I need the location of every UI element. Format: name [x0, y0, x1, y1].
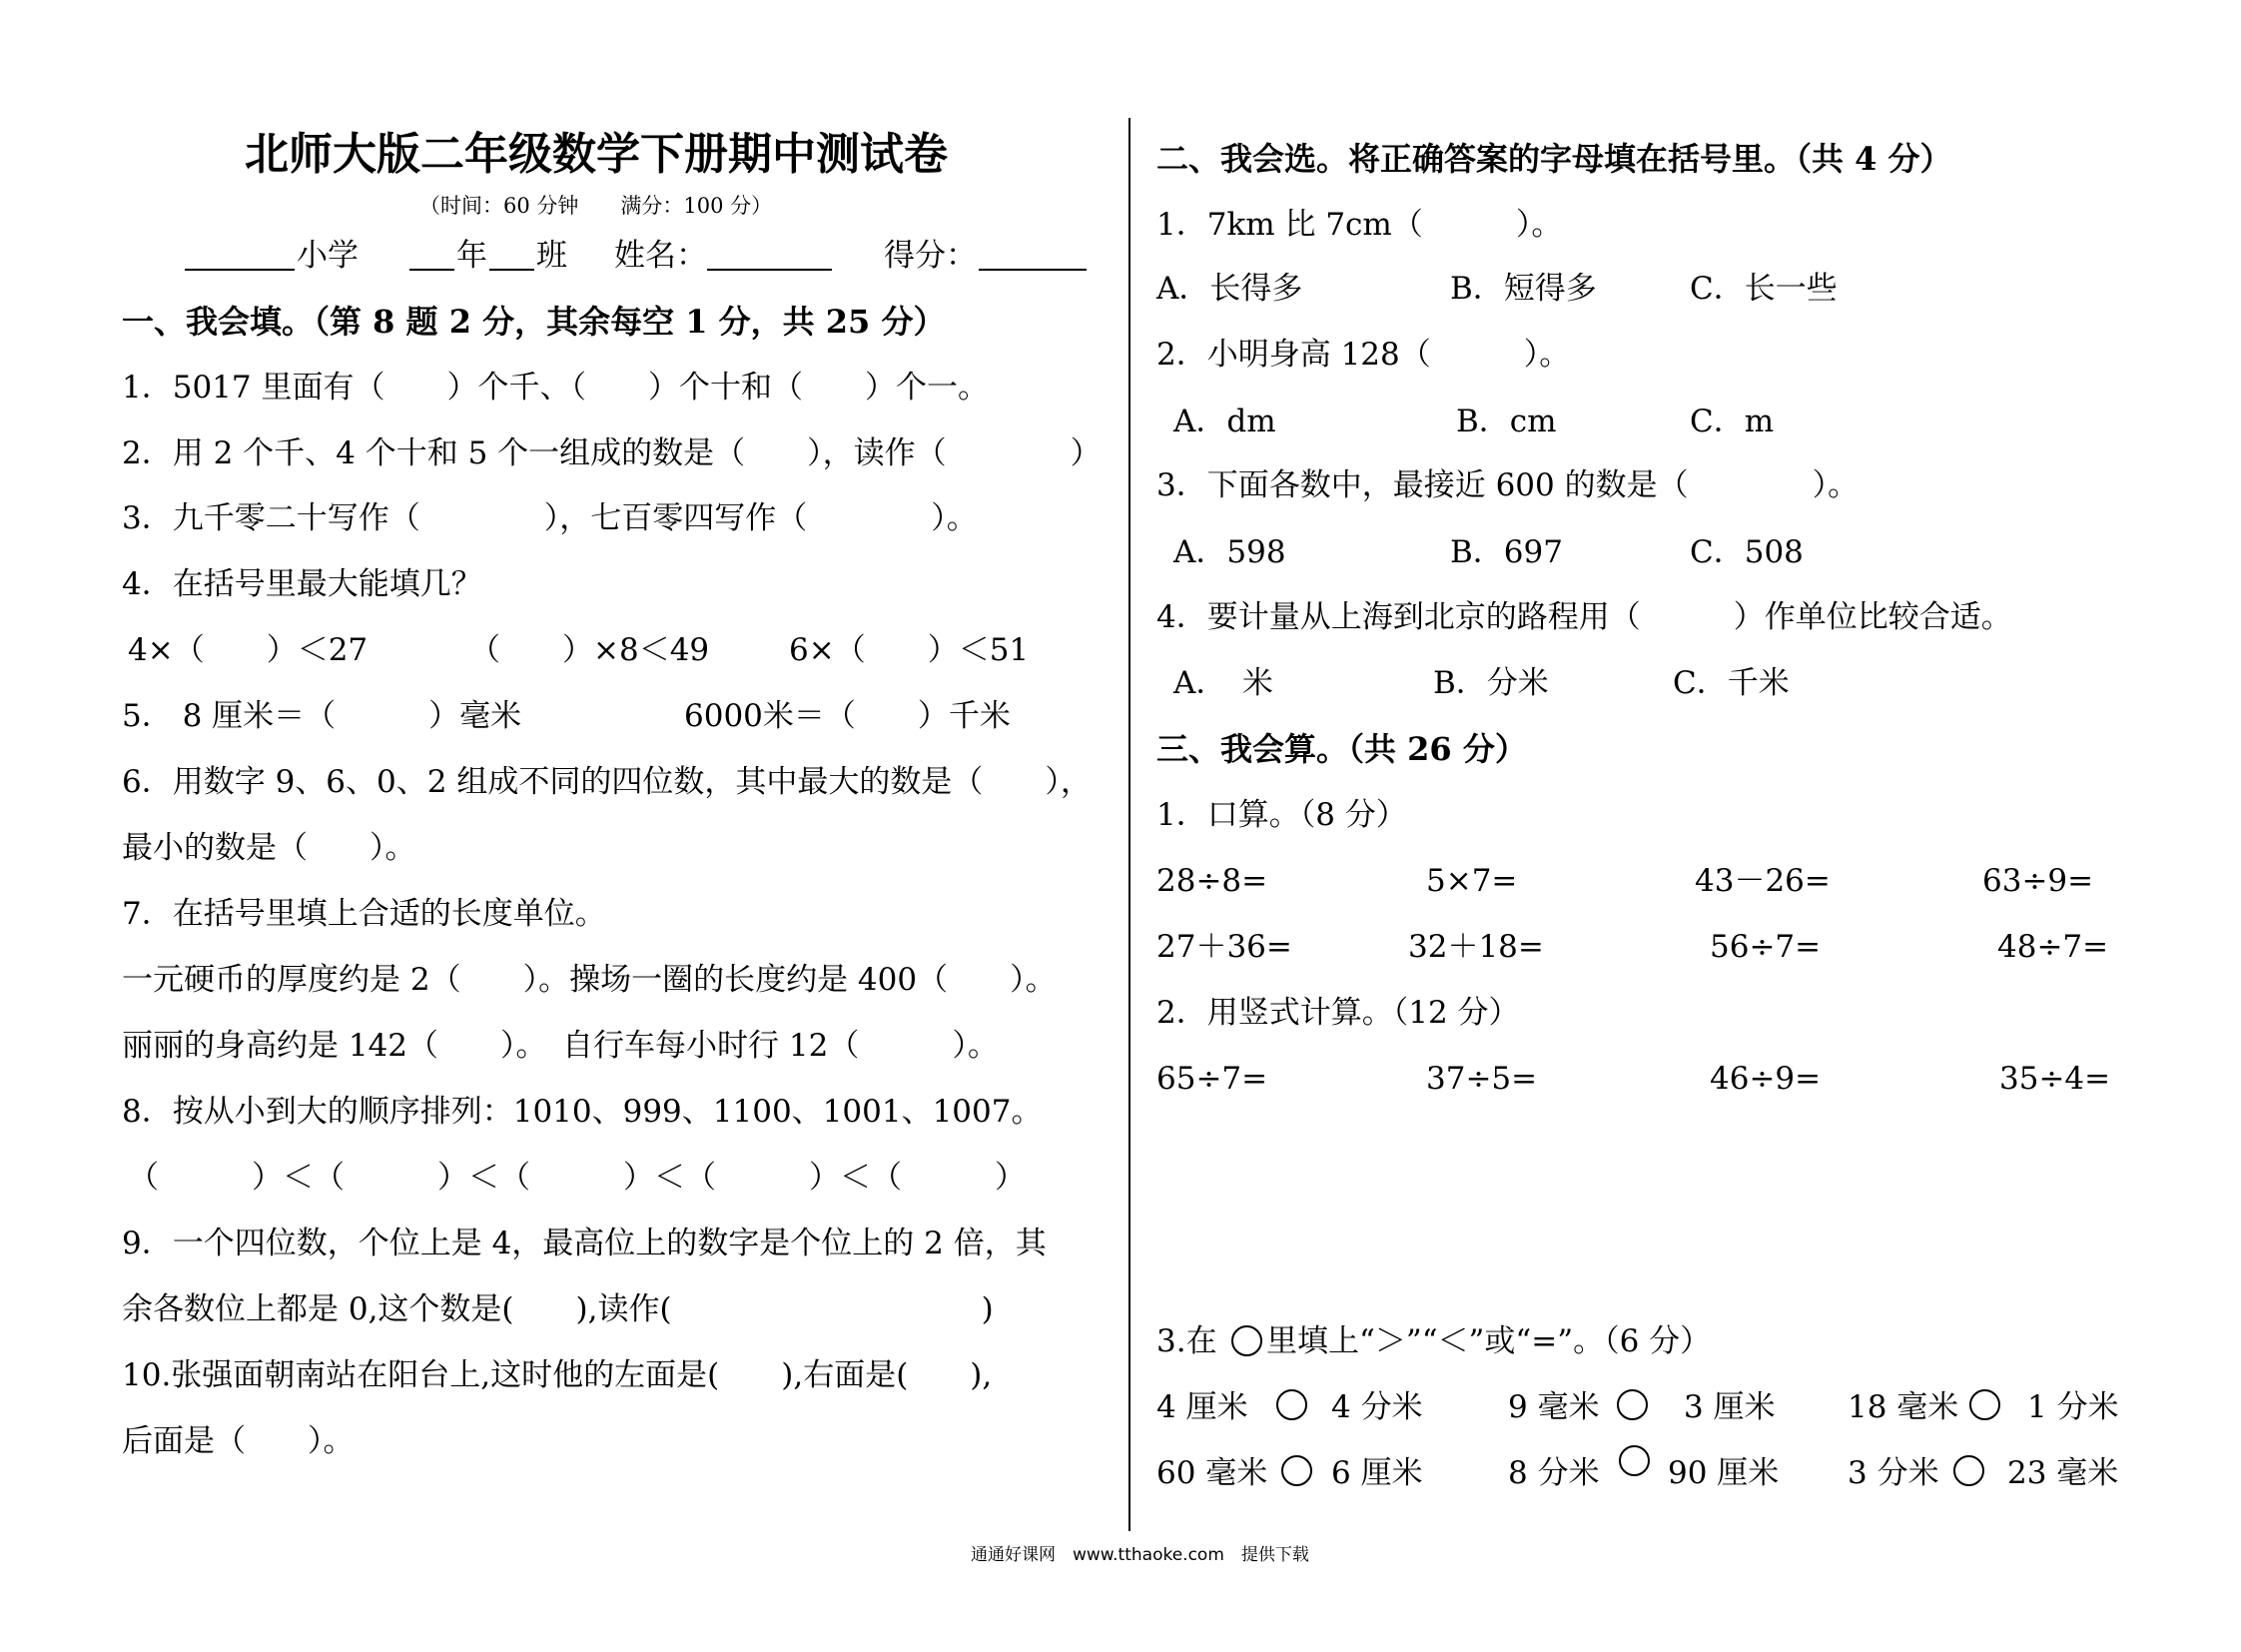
s3-part1-title: 1．口算。（8 分）: [1156, 797, 1407, 833]
compare-3-right: 1 分米: [2027, 1389, 2119, 1425]
compare-1-circle[interactable]: [1276, 1389, 1307, 1420]
oral-calc-2: 5×7=: [1426, 863, 1518, 899]
vertical-calc-4: 35÷4=: [1999, 1061, 2111, 1097]
section3-heading: 三、我会算。（共 26 分）: [1156, 730, 1527, 768]
compare-2-right: 3 厘米: [1684, 1389, 1776, 1425]
q6-line-cont: 最小的数是（ ）。: [122, 830, 416, 866]
q5-item-a: 5． 8 厘米＝（ ）毫米: [122, 698, 522, 734]
compare-6-right: 23 毫米: [2007, 1455, 2119, 1491]
oral-calc-1: 28÷8=: [1156, 863, 1268, 899]
q9-line: 9．一个四位数，个位上是 4，最高位上的数字是个位上的 2 倍，其: [122, 1226, 1047, 1261]
oral-calc-8: 48÷7=: [1997, 929, 2109, 965]
oral-calc-3: 43－26=: [1695, 863, 1831, 899]
s2-q4-option-b: B．分米: [1433, 665, 1549, 701]
q3-line: 3．九千零二十写作（ ），七百零四写作（ ）。: [122, 500, 978, 536]
sample-circle-icon: [1231, 1325, 1262, 1356]
class-label: 班: [536, 238, 567, 274]
q6-line: 6．用数字 9、6、0、2 组成不同的四位数，其中最大的数是（ ），: [122, 764, 1092, 800]
q4-item-b: （ ）×8＜49: [469, 632, 710, 668]
s3-part3-prefix: 3.在: [1156, 1323, 1217, 1359]
q7-line: 7．在括号里填上合适的长度单位。: [122, 896, 606, 932]
q8-line: 8．按从小到大的顺序排列：1010、999、1100、1001、1007。: [122, 1094, 1043, 1130]
s3-part2-title: 2．用竖式计算。（12 分）: [1156, 995, 1520, 1031]
q4-item-a: 4×（ ）＜27: [128, 632, 369, 668]
q8-order-line: （ ）＜（ ）＜（ ）＜（ ）＜（ ）: [128, 1160, 1026, 1196]
q7-line-a: 一元硬币的厚度约是 2（ ）。操场一圈的长度约是 400（ ）。: [122, 962, 1057, 998]
score-blank[interactable]: [979, 269, 1087, 271]
class-blank[interactable]: [489, 269, 534, 271]
oral-calc-6: 32＋18=: [1408, 929, 1544, 965]
compare-2-circle[interactable]: [1617, 1389, 1648, 1420]
compare-5-left: 8 分米: [1508, 1455, 1600, 1491]
s2-q3-option-c: C．508: [1690, 534, 1804, 570]
score-label: 得分：: [884, 238, 977, 274]
s2-q2-option-a: A．dm: [1173, 404, 1276, 439]
s2-q4-option-a: A． 米: [1173, 665, 1273, 701]
s2-q3-option-a: A．598: [1173, 534, 1286, 570]
vertical-calc-1: 65÷7=: [1156, 1061, 1268, 1097]
grade-blank[interactable]: [409, 269, 454, 271]
oral-calc-5: 27＋36=: [1156, 929, 1292, 965]
s2-q3-option-b: B．697: [1450, 534, 1563, 570]
school-label: 小学: [297, 238, 359, 274]
compare-1-right: 4 分米: [1331, 1389, 1423, 1425]
section1-heading: 一、我会填。（第 8 题 2 分，其余每空 1 分，共 25 分）: [122, 303, 946, 341]
q4-item-c: 6×（ ）＜51: [789, 632, 1030, 668]
s2-q4-option-c: C．千米: [1673, 665, 1790, 701]
q10-line: 10.张强面朝南站在阳台上,这时他的左面是( ),右面是( ),: [122, 1357, 993, 1393]
page-title: 北师大版二年级数学下册期中测试卷: [245, 129, 948, 180]
s2-q4: 4．要计量从上海到北京的路程用（ ）作单位比较合适。: [1156, 599, 2012, 635]
compare-4-right: 6 厘米: [1331, 1455, 1423, 1491]
q2-line: 2．用 2 个千、4 个十和 5 个一组成的数是（ ），读作（ ）: [122, 435, 1102, 471]
s2-q2: 2．小明身高 128（ ）。: [1156, 337, 1571, 373]
s3-part3-title: 里填上“＞”“＜”或“=”。（6 分）: [1266, 1323, 1712, 1359]
compare-6-circle[interactable]: [1953, 1455, 1984, 1486]
section2-heading: 二、我会选。将正确答案的字母填在括号里。（共 4 分）: [1156, 140, 1952, 178]
vertical-calc-3: 46÷9=: [1710, 1061, 1822, 1097]
name-blank[interactable]: [707, 269, 832, 271]
compare-1-left: 4 厘米: [1156, 1389, 1248, 1425]
compare-3-circle[interactable]: [1969, 1389, 2000, 1420]
compare-4-circle[interactable]: [1281, 1455, 1312, 1486]
q7-line-b: 丽丽的身高约是 142（ ）。 自行车每小时行 12（ ）。: [122, 1028, 999, 1064]
s2-q1-option-a: A．长得多: [1156, 271, 1303, 307]
q1-line: 1．5017 里面有（ ）个千、（ ）个十和（ ）个一。: [122, 370, 989, 406]
compare-5-right: 90 厘米: [1668, 1455, 1780, 1491]
s2-q1-option-c: C．长一些: [1690, 271, 1838, 307]
s2-q1-option-b: B．短得多: [1450, 271, 1597, 307]
oral-calc-7: 56÷7=: [1710, 929, 1822, 965]
compare-4-left: 60 毫米: [1156, 1455, 1268, 1491]
s2-q2-option-b: B．cm: [1456, 404, 1557, 439]
school-blank[interactable]: [185, 269, 295, 271]
q5-item-b: 6000米＝（ ）千米: [684, 698, 1011, 734]
q9-line-cont: 余各数位上都是 0,这个数是( ),读作( ): [122, 1291, 994, 1327]
compare-5-circle[interactable]: [1619, 1445, 1650, 1476]
s2-q3: 3．下面各数中，最接近 600 的数是（ ）。: [1156, 467, 1860, 503]
vertical-calc-2: 37÷5=: [1426, 1061, 1538, 1097]
exam-meta: （时间：60 分钟 满分：100 分）: [419, 194, 773, 218]
compare-6-left: 3 分米: [1848, 1455, 1939, 1491]
q10-line-cont: 后面是（ ）。: [122, 1423, 355, 1459]
s2-q1: 1．7km 比 7cm（ ）。: [1156, 207, 1563, 243]
s2-q2-option-c: C．m: [1690, 404, 1775, 439]
oral-calc-4: 63÷9=: [1982, 863, 2094, 899]
name-label: 姓名：: [614, 238, 707, 274]
q4-line: 4．在括号里最大能填几？: [122, 566, 482, 602]
compare-3-left: 18 毫米: [1848, 1389, 1959, 1425]
column-divider: [1128, 118, 1130, 1531]
compare-2-left: 9 毫米: [1508, 1389, 1600, 1425]
footer-credit: 通通好课网 www.tthaoke.com 提供下载: [971, 1545, 1309, 1565]
grade-label: 年: [456, 238, 487, 274]
